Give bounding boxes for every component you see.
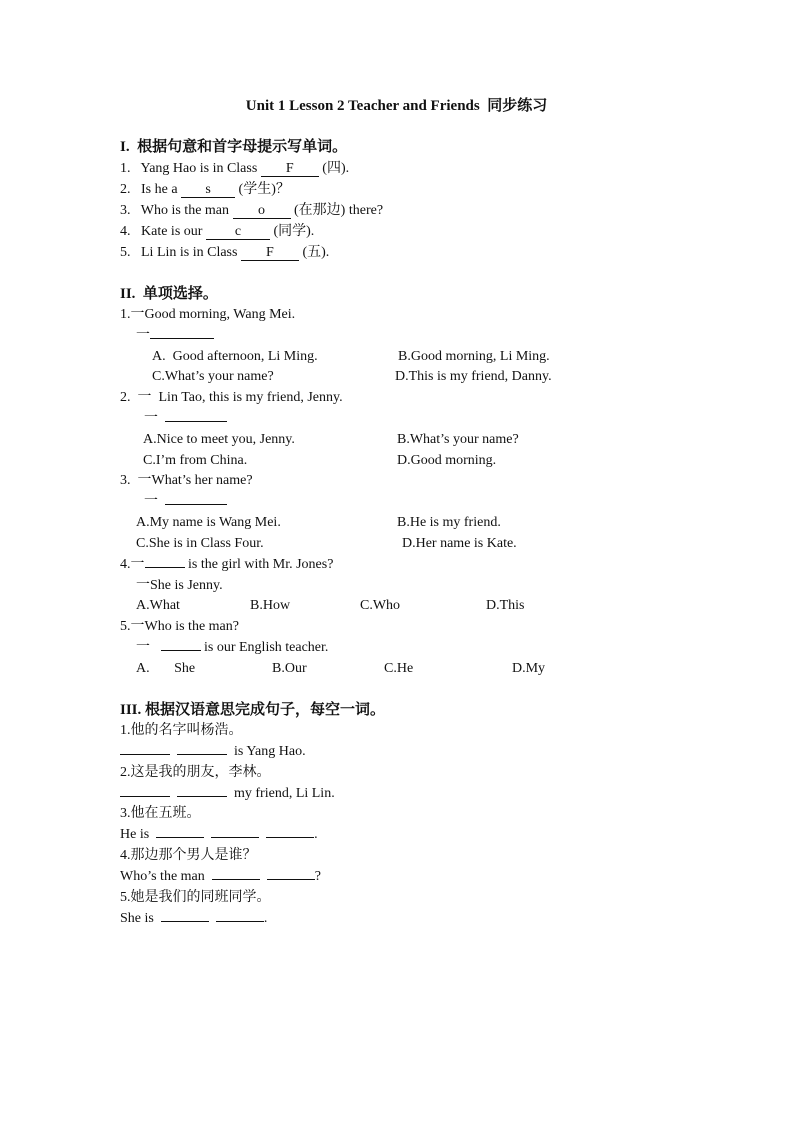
- question-3-reply: 一: [144, 493, 227, 511]
- answer-blank[interactable]: [212, 869, 260, 880]
- q2-option-c[interactable]: C.I’m from China.: [143, 453, 248, 468]
- sentence-1-english: is Yang Hao.: [120, 743, 306, 761]
- q2-option-d[interactable]: D.Good morning.: [397, 453, 497, 468]
- answer-blank[interactable]: [161, 911, 209, 922]
- q4-option-d[interactable]: D.This: [486, 598, 525, 613]
- answer-blank[interactable]: [211, 827, 259, 838]
- q4-option-c[interactable]: C.Who: [360, 598, 401, 613]
- answer-blank[interactable]: [150, 328, 214, 339]
- question-2-reply: 一: [144, 410, 227, 428]
- question-1-prompt: 1.一Good morning, Wang Mei.: [120, 307, 296, 322]
- question-4-reply: 一She is Jenny.: [136, 578, 223, 593]
- q4-option-b[interactable]: B.How: [250, 598, 291, 613]
- answer-blank[interactable]: [267, 869, 315, 880]
- sentence-4-english: Who’s the man ?: [120, 869, 321, 884]
- answer-blank[interactable]: [177, 786, 227, 797]
- sentence-5-english: She is .: [120, 911, 268, 926]
- question-5-reply: 一 is our English teacher.: [136, 640, 329, 655]
- sentence-2-english: my friend, Li Lin.: [120, 785, 335, 803]
- fill-item-3: 3. Who is the man o (在那边) there?: [120, 203, 384, 218]
- q1-option-c[interactable]: C.What’s your name?: [152, 369, 274, 384]
- section-3-heading: III. 根据汉语意思完成句子，每空一词。: [120, 702, 386, 718]
- q3-option-a[interactable]: A.My name is Wang Mei.: [136, 515, 281, 530]
- answer-blank[interactable]: [165, 494, 227, 505]
- sentence-5-chinese: 5.她是我们的同班同学。: [120, 890, 271, 905]
- answer-blank[interactable]: [177, 744, 227, 755]
- page-title: Unit 1 Lesson 2 Teacher and Friends 同步练习: [245, 98, 548, 114]
- answer-blank[interactable]: [165, 411, 227, 422]
- q5-option-d[interactable]: D.My: [512, 661, 546, 676]
- answer-blank[interactable]: [266, 827, 314, 838]
- answer-blank[interactable]: [156, 827, 204, 838]
- answer-blank[interactable]: F: [261, 161, 319, 177]
- q5-option-c[interactable]: C.He: [384, 661, 414, 676]
- question-5-prompt: 5.一Who is the man?: [120, 619, 239, 634]
- fill-item-4: 4. Kate is our c (同学).: [120, 224, 315, 239]
- answer-blank[interactable]: o: [233, 203, 291, 219]
- q3-option-b[interactable]: B.He is my friend.: [397, 515, 501, 530]
- q2-option-b[interactable]: B.What’s your name?: [397, 432, 519, 447]
- q1-option-a[interactable]: A. Good afternoon, Li Ming.: [152, 349, 318, 364]
- answer-blank[interactable]: [120, 744, 170, 755]
- fill-item-5: 5. Li Lin is in Class F (五).: [120, 245, 330, 260]
- question-3-prompt: 3. 一What’s her name?: [120, 473, 253, 488]
- answer-blank[interactable]: s: [181, 182, 235, 198]
- q1-option-b[interactable]: B.Good morning, Li Ming.: [398, 349, 550, 364]
- q3-option-d[interactable]: D.Her name is Kate.: [402, 536, 517, 551]
- q2-option-a[interactable]: A.Nice to meet you, Jenny.: [143, 432, 295, 447]
- sentence-2-chinese: 2.这是我的朋友，李林。: [120, 765, 271, 780]
- q5-option-b[interactable]: B.Our: [272, 661, 307, 676]
- q5-option-a[interactable]: A. She: [136, 661, 196, 676]
- answer-blank[interactable]: c: [206, 224, 270, 240]
- sentence-3-chinese: 3.他在五班。: [120, 806, 201, 821]
- fill-item-2: 2. Is he a s (学生)？: [120, 182, 290, 197]
- q1-option-d[interactable]: D.This is my friend, Danny.: [395, 369, 552, 384]
- answer-blank[interactable]: [120, 786, 170, 797]
- sentence-4-chinese: 4.那边那个男人是谁？: [120, 848, 257, 863]
- sentence-1-chinese: 1.他的名字叫杨浩。: [120, 723, 243, 738]
- answer-blank[interactable]: F: [241, 245, 299, 261]
- section-1-heading: I. 根据句意和首字母提示写单词。: [120, 139, 348, 155]
- question-1-reply: 一: [136, 327, 214, 345]
- answer-blank[interactable]: [161, 640, 201, 651]
- q4-option-a[interactable]: A.What: [136, 598, 180, 613]
- answer-blank[interactable]: [145, 557, 185, 568]
- answer-blank[interactable]: [216, 911, 264, 922]
- section-2-heading: II. 单项选择。: [120, 286, 218, 302]
- sentence-3-english: He is .: [120, 827, 318, 842]
- question-2-prompt: 2. 一 Lin Tao, this is my friend, Jenny.: [120, 390, 343, 405]
- fill-item-1: 1. Yang Hao is in Class F (四).: [120, 161, 350, 176]
- q3-option-c[interactable]: C.She is in Class Four.: [136, 536, 264, 551]
- question-4-prompt: 4.一 is the girl with Mr. Jones?: [120, 557, 334, 572]
